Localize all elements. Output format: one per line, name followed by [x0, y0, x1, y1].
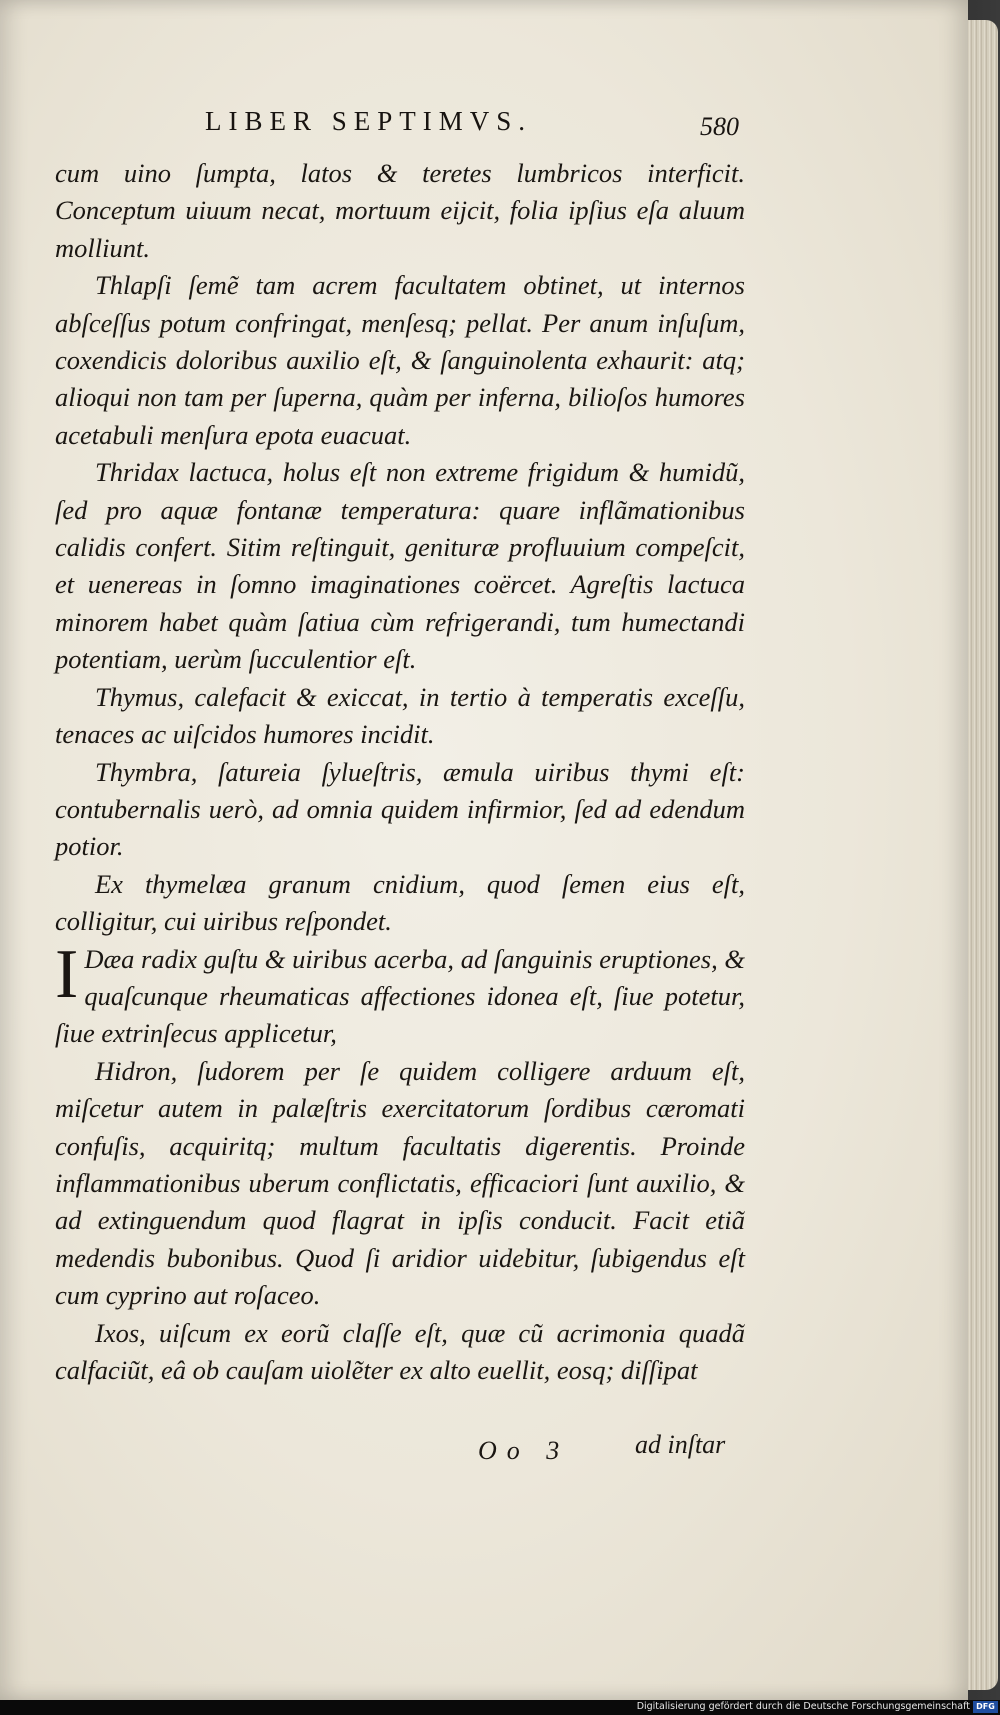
paragraph: Thridax lactuca, holus eſt non extreme frigidum & humidũ, ſed pro aquæ fontanæ temperatura: quare inflãmationibus calidis confert. Sitim reſtinguit, genituræ profluuium compeſcit, et uenereas in ſomno imaginationes coërcet. Agreſtis lactuca minorem habet quàm ſatiua cùm refrigerandi, tum humectandi potentiam, uerùm ſucculentior eſt. [55, 457, 745, 675]
initial-paragraph-text: Dæa radix guſtu & uiribus acerba, ad ſanguinis eruptiones, & quaſcunque rheumaticas affectiones idonea eſt, ſiue potetur, ſiue extrinſecus applicetur, [55, 943, 745, 1049]
page-number: 580 [700, 112, 739, 141]
digitization-credit: Digitalisierung gefördert durch die Deutsche Forschungsgemeinschaft [636, 1701, 970, 1712]
text-block [55, 155, 745, 1389]
initial-paragraph [55, 935, 745, 1053]
paragraph: Thymbra, ſatureia ſylueſtris, æmula uiribus thymi eſt: contubernalis uerò, ad omnia quidem infirmior, ſed ad edendum potior. [55, 756, 745, 862]
signature-mark: Oo 3 [478, 1436, 570, 1465]
paragraph: Hidron, ſudorem per ſe quidem colligere arduum eſt, miſcetur autem in palæſtris exercitatorum ſordibus cæromati confuſis, acquiritq; multum facultatis digerentis. Proinde inflammationibus uberum conflictatis, efficaciori ſunt auxilio, & ad extinguendum quod flagrat in ipſis conducit. Facit etiã medendis bubonibus. Quod ſi aridior uidebitur, ſubigendus eſt cum cyprino aut roſaceo. [55, 1055, 745, 1311]
paragraph: cum uino ſumpta, latos & teretes lumbricos interficit. Conceptum uiuum necat, mortuum eijcit, folia ipſius eſa aluum molliunt. [55, 158, 745, 263]
initial-letter: I [55, 935, 79, 1013]
page-edges [968, 20, 998, 1690]
paragraph: Ixos, uiſcum ex eorũ claſſe eſt, quæ cũ acrimonia quadã calfaciũt, eâ ob cauſam uiolẽter ex alto euellit, eosq; diſſipat [55, 1317, 745, 1385]
catchword: ad inſtar [635, 1430, 726, 1459]
running-head: LIBER SEPTIMVS. [205, 106, 533, 136]
paragraph: Thymus, calefacit & exiccat, in tertio à temperatis exceſſu, tenaces ac uiſcidos humores incidit. [55, 681, 745, 750]
paragraph: Thlapſi ſemẽ tam acrem facultatem obtinet, ut internos abſceſſus potum confringat, menſesq; pellat. Per anum inſuſum, coxendicis doloribus auxilio eſt, & ſanguinolenta exhaurit: atq; alioqui non tam per ſuperna, quàm per inferna, bilioſos humores acetabuli menſura epota euacuat. [55, 270, 745, 450]
paragraph: Ex thymelæa granum cnidium, quod ſemen eius eſt, colligitur, cui uiribus reſpondet. [55, 868, 745, 937]
dfg-logo: DFG [973, 1701, 998, 1713]
